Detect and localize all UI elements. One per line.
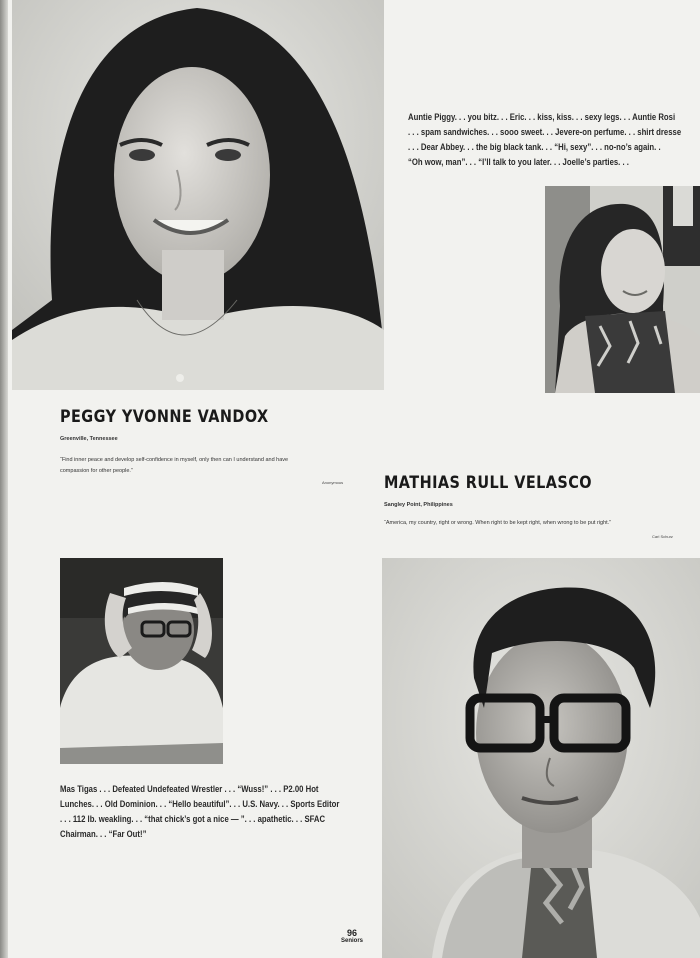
senior-1-blurb-line: . . . spam sandwiches. . . sooo sweet. . . Jevere-on perfume. . . shirt dresse: [408, 127, 682, 137]
page-number: 96: [346, 928, 357, 938]
senior-1-name: PEGGY YVONNE VANDOX: [60, 407, 269, 427]
senior-1-blurb-line: “Oh wow, man”. . . “I’ll talk to you later. . . Joelle’s parties. . .: [408, 157, 629, 167]
senior-1-quote-line: “Find inner peace and develop self-confidence in myself, only then can I understand and have: [60, 457, 289, 463]
senior-2-quote-line: “America, my country, right or wrong. When right to be kept right, when wrong to be put right.”: [384, 520, 612, 526]
senior-1-quote: [60, 455, 360, 477]
senior-candid-photo-1: [545, 186, 700, 393]
senior-portrait-photo-1: [12, 0, 384, 390]
senior-1-quote-author: Anonymous: [322, 480, 344, 485]
senior-2-blurb-line: Chairman. . . “Far Out!”: [60, 829, 147, 839]
senior-2-name: MATHIAS RULL VELASCO: [384, 473, 592, 493]
senior-2-blurb-line: . . . 112 lb. weakling. . . “that chick’s got a nice — ”. . . apathetic. . . SFAC: [60, 814, 326, 824]
senior-1-blurb: [408, 110, 681, 170]
page-binding-edge: [0, 0, 8, 958]
senior-2-blurb: [60, 782, 339, 842]
senior-1-hometown: Greenville, Tennessee: [60, 436, 118, 442]
senior-1-blurb-line: Auntie Piggy. . . you bitz. . . Eric. . . kiss, kiss. . . sexy legs. . . Auntie Rosi: [408, 112, 676, 122]
page-folio: [332, 928, 372, 944]
page-section: Seniors: [340, 938, 363, 944]
senior-2-hometown: Sangley Point, Philippines: [384, 502, 453, 508]
senior-2-quote: [384, 518, 700, 529]
senior-portrait-photo-2: [382, 558, 700, 958]
senior-2-quote-author: Carl Schurz: [652, 534, 673, 539]
senior-2-blurb-line: Lunches. . . Old Dominion. . . “Hello beautiful”. . . U.S. Navy. . . Sports Editor: [60, 799, 340, 809]
senior-candid-photo-2: [60, 558, 223, 764]
senior-1-quote-line: compassion for other people.”: [60, 468, 133, 474]
senior-1-blurb-line: . . . Dear Abbey. . . the big black tank. . . “Hi, sexy”. . . no-no’s again. .: [408, 142, 661, 152]
senior-2-blurb-line: Mas Tigas . . . Defeated Undefeated Wrestler . . . “Wuss!” . . . P2.00 Hot: [60, 784, 319, 794]
